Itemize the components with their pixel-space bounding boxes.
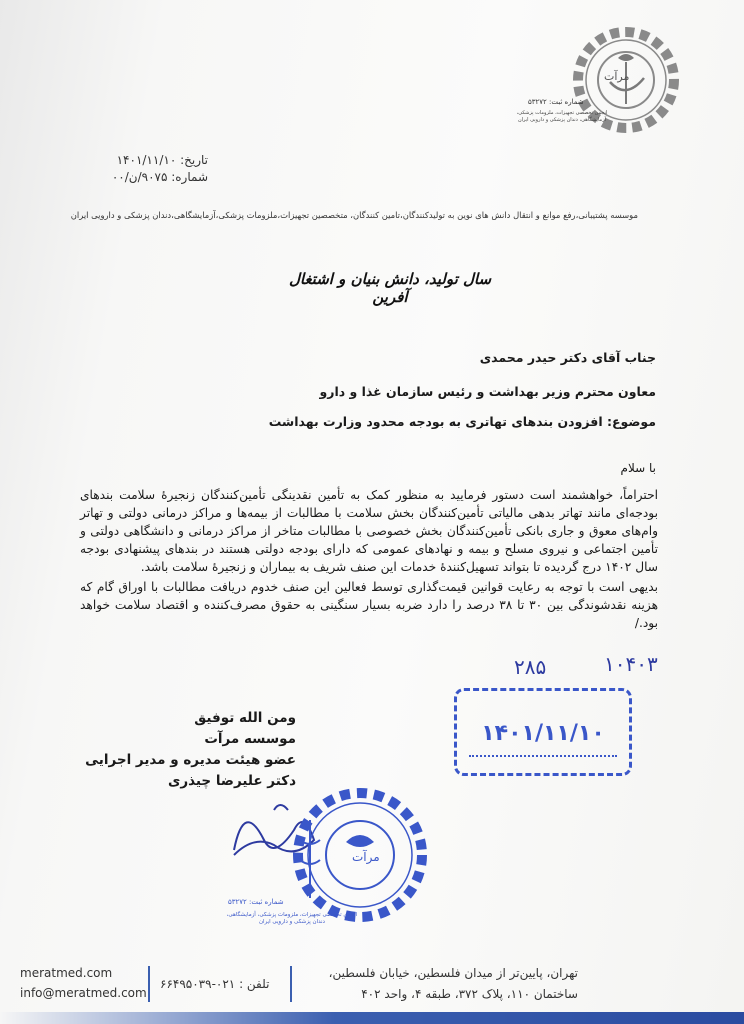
seal-caption: مرآت [352,850,380,864]
footer-divider-2 [290,966,292,1002]
footer-phone: تلفن : ۰۲۱-۶۶۴۹۵۰۳۹ [160,977,270,991]
seal-ring-text: انجمن تخصصی تجهیزات، ملزومات پزشکی، آزمایشگاهی، دندان پزشکی و دارویی ایران [226,912,358,925]
letter-number: شماره: ۹۰۷۵/ن/۰۰ [111,170,208,184]
handwritten-note-left: ۲۸۵ [514,655,547,679]
addressee-title: معاون محترم وزیر بهداشت و رئیس سازمان غذا و دارو [319,384,656,399]
logo-ring-text: انجمن تخصصی تجهیزات، ملزومات پزشکی، آزمایشگاهی، دندان پزشکی و دارویی ایران [516,110,608,123]
letter-meta [88,152,208,186]
stamp-date: ۱۴۰۱/۱۱/۱۰ [481,721,605,746]
footer-divider [148,966,150,1002]
footer-email[interactable]: info@meratmed.com [20,986,147,1000]
footer-address-line-2: ساختمان ۱۱۰، پلاک ۳۷۲، طبقه ۴، واحد ۴۰۲ [361,987,578,1001]
seal-registration: شماره ثبت: ۵۳۲۷۲ [228,898,284,906]
letter-date: تاریخ: ۱۴۰۱/۱۱/۱۰ [116,153,208,167]
signature-line-3: عضو هیئت مدیره و مدیر اجرایی [85,752,296,768]
stamp-divider [469,755,617,757]
stamp-header-text: ‏‏‏ ‏ ‏ ‏ ‏ ‏ ‏ ‏ ‏ ‏ ‏ ‏ [530,697,556,705]
registration-number: شماره ثبت: ۵۳۲۷۲ [528,98,584,106]
footer-color-band [0,1012,744,1024]
signature-line-2: موسسه مرآت [204,731,296,747]
greeting: با سلام [620,461,656,475]
body-paragraph-2: بدیهی است با توجه به رعایت قوانین قیمت‌گذاری توسط فعالین این صنف خدوم دریافت مطالبات با اوراق گام که هزینه نقدشوندگی بین ۳۰ تا ۳۸ درصد را دارد ضربه بسیار سنگینی به حقوق مصرف‌کننده و اقتصاد سلامت خواهد بود./ [80,580,658,630]
signature-line-4: دکتر علیرضا چیذری [167,773,296,789]
body-paragraph-1: احتراماً، خواهشمند است دستور فرمایید به منظور کمک به تأمین نقدینگی تأمین‌کنندگان زنجیرهٔ سلامت بندهای بودجه‌ای مانند تهاتر بدهی مالیاتی تأمین‌کنندگان بخش سلامت با مطالبات از بیمه‌ها و مراکز درمانی دولتی و تهاتر وام‌های معوق و جاری بانکی تأمین‌کنندگان بخش خصوصی با مطالبات متاخر از مراکز درمانی و دانشگاهی دولتی و تأمین اجتماعی و نیروی مسلح و بیمه و نهادهای عمومی که دارای بودجه دولتی هستند در بندهای پیشنهادی بودجه سال ۱۴۰۲ درج گردیده تا بتواند تسهیل‌کنندهٔ خدمات این صنف شریف به بیماران و زنجیرهٔ سلامت باشد. [80,488,658,574]
institution-seal [250,780,440,930]
institution-tagline: موسسه پشتیبانی،رفع موانع و انتقال دانش های نوین به تولیدکنندگان،تامین کنندگان، متخصصین تجهیزات،ملزومات پزشکی،آزمایشگاهی،دندان پزشکی و دارویی ایران [70,210,638,220]
handwritten-note-right: ۱۰۴۰۳ [604,652,658,676]
addressee-name: جناب آقای دکتر حیدر محمدی [479,350,656,365]
footer-website[interactable]: meratmed.com [20,966,113,980]
receipt-stamp [454,688,632,776]
signature-line-1: ومن الله توفیق [194,710,296,726]
footer-address-line-1: تهران، پایین‌تر از میدان فلسطین، خیابان فلسطین، [328,966,578,980]
year-motto: سال تولید، دانش بنیان و اشتغال آفرین [288,270,492,306]
logo-caption: مرآت [604,70,630,83]
letter-subject: موضوع: افزودن بندهای تهاتری به بودجه محدود وزارت بهداشت [268,414,656,429]
